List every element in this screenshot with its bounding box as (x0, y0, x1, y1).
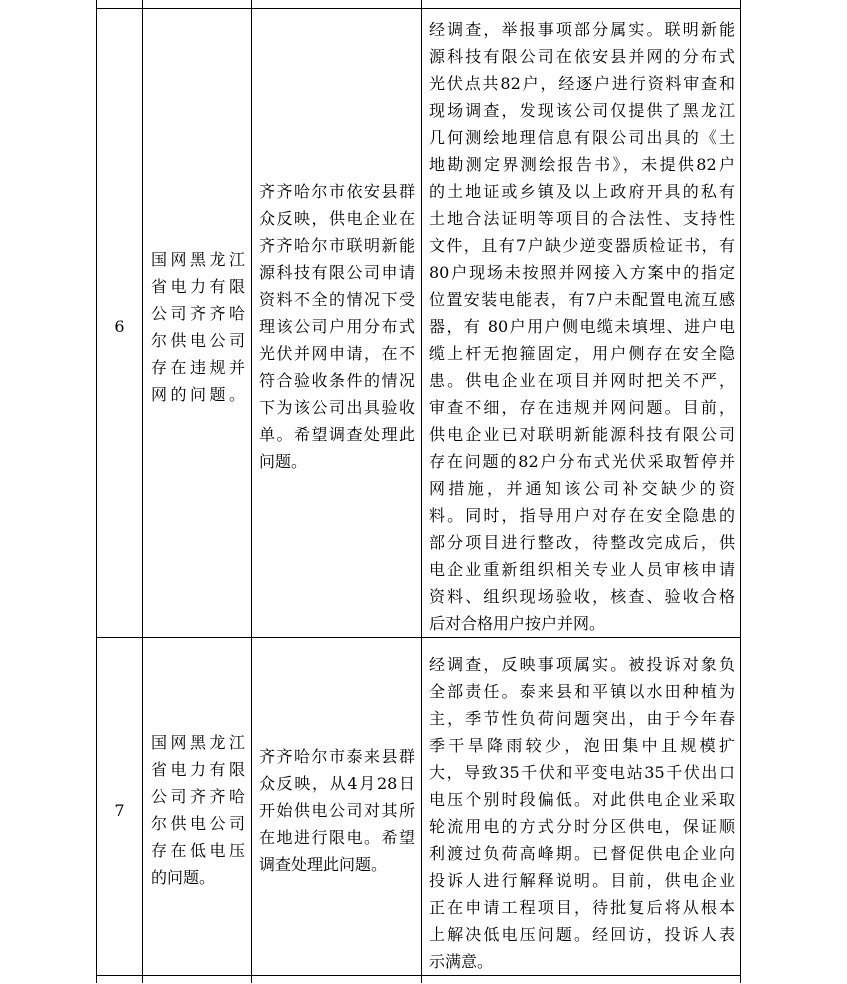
text-line: 光伏点共82户，经逐户进行资料审查和 (429, 73, 735, 93)
text-line: 利渡过负荷高峰期。已督促供电企业向 (429, 843, 735, 863)
text-line: 后对合格用户按户并网。 (429, 613, 606, 633)
text-line: 电压个别时段偏低。对此供电企业采取 (429, 789, 735, 809)
text-line: 季干旱降雨较少，泡田集中且规模扩 (429, 735, 735, 755)
text-line: 公司齐齐哈 (151, 303, 245, 323)
text-line: 尔供电公司 (151, 814, 245, 833)
text-line: 存在违规并 (151, 357, 245, 377)
text-line: 资料不全的情况下受 (259, 290, 415, 309)
text-line: 供电企业已对联明新能源科技有限公司 (429, 424, 735, 444)
text-line: 几何测绘地理信息有限公司出具的《土 (429, 127, 735, 147)
text-line: 资料、组织现场验收，核查、验收合格 (429, 586, 735, 606)
text-line: 大，导致35千伏和平变电站35千伏出口 (429, 762, 735, 782)
partial-cell (97, 975, 143, 983)
complaint-cell (252, 637, 422, 975)
text-line: 符合验收条件的情况 (259, 371, 415, 390)
partial-cell (252, 975, 422, 983)
text-line: 文件，且有7户缺少逆变器质检证书，有 (429, 235, 735, 255)
text-line: 省电力有限 (151, 760, 245, 779)
text-line: 土地合法证明等项目的合法性、支持性 (429, 208, 735, 228)
table-row (97, 8, 741, 637)
text-line: 齐齐哈尔市泰来县群 (259, 746, 415, 766)
text-line: 电企业重新组织相关专业人员审核申请 (429, 559, 735, 579)
row-number-cell (97, 637, 143, 975)
partial-cell (252, 0, 422, 8)
partial-cell (422, 0, 741, 8)
text-line: 单。希望调查处理此 (259, 425, 415, 444)
text-line: 器，有 80户用户侧电缆未填埋、进户电 (429, 316, 735, 336)
table-row-partial-bottom (97, 975, 741, 983)
text-line: 经调查，举报事项部分属实。联明新能 (429, 19, 735, 39)
text-line: 上解决低电压问题。经回访，投诉人表 (429, 924, 735, 944)
table-row (97, 637, 741, 975)
text-line: 的问题。 (151, 868, 216, 887)
text-line: 省电力有限 (151, 276, 245, 296)
text-line: 网措施，并通知该公司补交缺少的资 (429, 478, 735, 498)
partial-cell (422, 975, 741, 983)
text-line: 调查处理此问题。 (259, 854, 388, 874)
partial-cell (143, 975, 252, 983)
text-line: 网的问题。 (151, 384, 245, 404)
text-line: 齐齐哈尔市联明新能 (259, 236, 415, 255)
text-line: 经调查，反映事项属实。被投诉对象负 (429, 654, 735, 674)
text-line: 投诉人进行解释说明。目前，供电企业 (429, 870, 735, 890)
text-line: 患。供电企业在项目并网时把关不严， (429, 370, 735, 390)
table-row-partial-top (97, 0, 741, 8)
text-line: 正在申请工程项目，待批复后将从根本 (429, 897, 735, 917)
text-line: 源科技有限公司申请 (259, 263, 415, 282)
result-cell (422, 637, 741, 975)
text-line: 的土地证或乡镇及以上政府开具的私有 (429, 181, 735, 201)
partial-cell (97, 0, 143, 8)
text-line: 理该公司户用分布式 (259, 317, 415, 336)
row-number: 6 (114, 317, 125, 336)
text-line: 存在低电压 (151, 841, 245, 860)
text-line: 问题。 (259, 452, 308, 471)
text-line: 尔供电公司 (151, 330, 245, 350)
text-line: 缆上杆无抱箍固定，用户侧存在安全隐 (429, 343, 735, 363)
text-line: 主，季节性负荷问题突出，由于今年春 (429, 708, 735, 728)
text-line: 示满意。 (429, 951, 494, 971)
text-line: 众反映，从4月28日 (259, 773, 415, 793)
text-line: 光伏并网申请，在不 (259, 344, 415, 363)
text-line: 在地进行限电。希望 (259, 827, 415, 847)
responsible-party-cell (143, 637, 252, 975)
text-line: 公司齐齐哈 (151, 787, 245, 806)
text-line: 开始供电公司对其所 (259, 800, 415, 820)
text-line: 轮流用电的方式分时分区供电，保证顺 (429, 816, 735, 836)
text-line: 源科技有限公司在依安县并网的分布式 (429, 46, 735, 66)
document-table (96, 0, 741, 983)
text-line: 料。同时，指导用户对存在安全隐患的 (429, 505, 735, 525)
row-number-cell (97, 8, 143, 637)
responsible-party-cell (143, 8, 252, 637)
text-line: 现场调查，发现该公司仅提供了黑龙江 (429, 100, 735, 120)
text-line: 位置安装电能表，有7户未配置电流互感 (429, 289, 735, 309)
text-line: 齐齐哈尔市依安县群 (259, 182, 415, 201)
complaint-cell (252, 8, 422, 637)
text-line: 80户现场未按照并网接入方案中的指定 (429, 262, 735, 282)
text-line: 地勘测定界测绘报告书》，未提供82户 (429, 154, 735, 174)
text-line: 众反映，供电企业在 (259, 209, 415, 228)
result-cell (422, 8, 741, 637)
text-line: 全部责任。泰来县和平镇以水田种植为 (429, 681, 735, 701)
row-number: 7 (114, 800, 125, 820)
text-line: 存在问题的82户分布式光伏采取暂停并 (429, 451, 735, 471)
text-line: 审查不细，存在违规并网问题。目前， (429, 397, 735, 417)
text-line: 部分项目进行整改，待整改完成后，供 (429, 532, 735, 552)
partial-cell (143, 0, 252, 8)
text-line: 下为该公司出具验收 (259, 398, 415, 417)
text-line: 国网黑龙江 (151, 249, 245, 269)
text-line: 国网黑龙江 (151, 733, 245, 752)
